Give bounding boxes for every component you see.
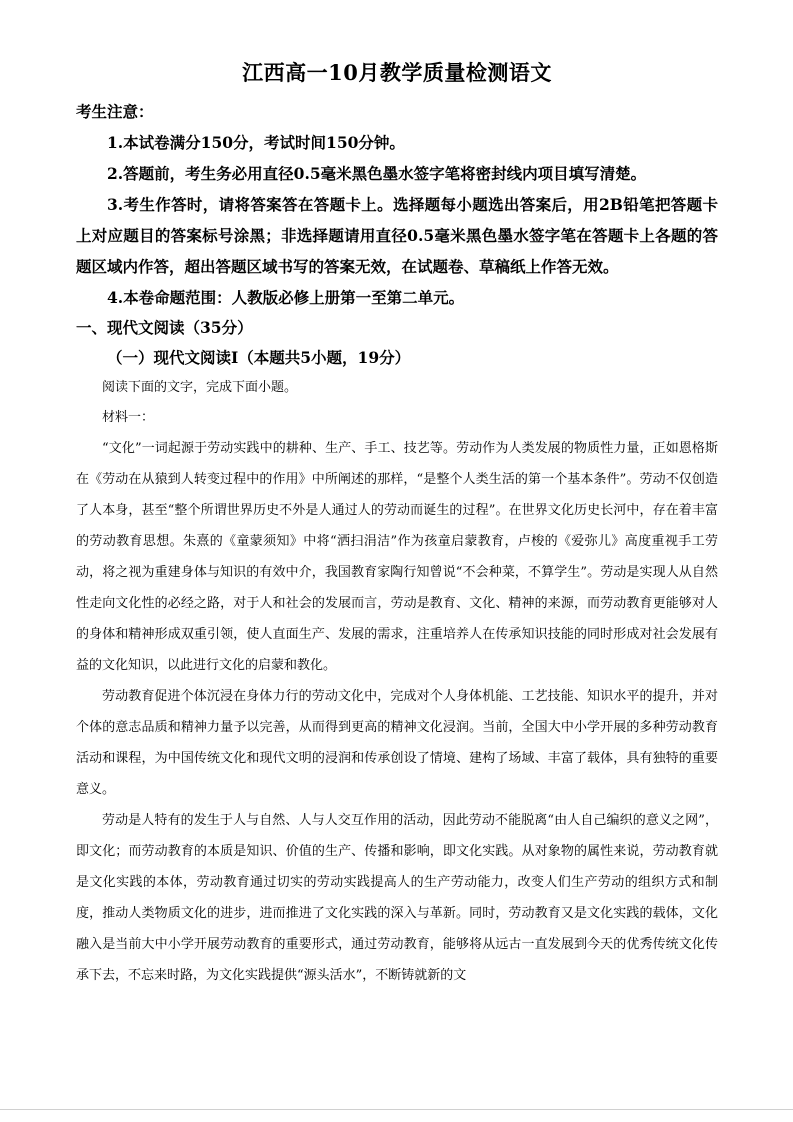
reading-instruction: 阅读下面的文字，完成下面小题。 (102, 380, 298, 395)
page-title: 江西高一10月教学质量检测语文 (242, 60, 552, 85)
passage-paragraph: “文化”一词起源于劳动实践中的耕种、生产、手工、技艺等。劳动作为人类发展的物质性力量，正如恩格斯在《劳动在从猿到人转变过程中的作用》中所阐述的那样，“是整个人类生活的第一个基本条件”。劳动不仅创造了人本身，甚至“整个所谓世界历史不外是人通过人的劳动而诞生的过程”。在世界文化历史长河中，存在着丰富的劳动教育思想。朱熹的《童蒙须知》中将“洒扫涓洁”作为孩童启蒙教育，卢梭的《爱弥儿》高度重视手工劳动，将之视为重建身体与知识的有效中介，我国教育家陶行知曾说“不会种菜，不算学生”。劳动是实现人从自然性走向文化性的必经之路，对于人和社会的发展而言，劳动是教育、文化、精神的来源，而劳动教育更能够对人的身体和精神形成双重引领，使人直面生产、发展的需求，注重培养人在传承知识技能的同时形成对社会发展有益的文化知识，以此进行文化的启蒙和教化。 (76, 441, 718, 673)
passage-paragraph: 劳动是人特有的发生于人与自然、人与人交互作用的活动，因此劳动不能脱离“由人自己编织的意义之网”，即文化；而劳动教育的本质是知识、价值的生产、传播和影响，即文化实践。从对象物的属性来说，劳动教育就是文化实践的本体，劳动教育通过切实的劳动实践提高人的生产劳动能力，改变人们生产劳动的组织方式和制度，推动人类物质文化的进步，进而推进了文化实践的深入与革新。同时，劳动教育又是文化实践的载体，文化融入是当前大中小学开展劳动教育的重要形式，通过劳动教育，能够将从远古一直发展到今天的优秀传统文化传承下去，不忘来时路，为文化实践提供“源头活水”，不断铸就新的文 (76, 813, 718, 983)
page-bottom-rule (0, 1109, 793, 1110)
notice-block (76, 96, 718, 313)
subsection-heading: （一）现代文阅读Ⅰ（本题共5小题，19分） (107, 348, 411, 367)
notice-item: 2.答题前，考生务必用直径0.5毫米黑色墨水签字笔将密封线内项目填写清楚。 (107, 164, 647, 183)
passage-paragraph: 劳动教育促进个体沉浸在身体力行的劳动文化中，完成对个人身体机能、工艺技能、知识水平的提升，并对个体的意志品质和精神力量予以完善，从而得到更高的精神文化浸润。当前，全国大中小学开展的多种劳动教育活动和课程，为中国传统文化和现代文明的浸润和传承创设了情境、建构了场域、丰富了载体，具有独特的重要意义。 (76, 689, 718, 797)
section-heading: 一、现代文阅读（35分） (76, 318, 253, 337)
notice-list (76, 127, 718, 313)
notice-item: 4.本卷命题范围：人教版必修上册第一至第二单元。 (107, 288, 465, 307)
section-modern-reading (76, 313, 718, 991)
notice-heading: 考生注意： (76, 102, 154, 121)
exam-page (76, 58, 718, 991)
material-label: 材料一： (102, 410, 155, 425)
reading-passage (76, 373, 718, 991)
notice-item: 3.考生作答时，请将答案答在答题卡上。选择题每小题选出答案后，用2B铅笔把答题卡上对应题目的答案标号涂黑；非选择题请用直径0.5毫米黑色墨水签字笔在答题卡上各题的答题区域内作答，超出答题区域书写的答案无效，在试题卷、草稿纸上作答无效。 (76, 195, 718, 276)
notice-item: 1.本试卷满分150分，考试时间150分钟。 (107, 133, 405, 152)
